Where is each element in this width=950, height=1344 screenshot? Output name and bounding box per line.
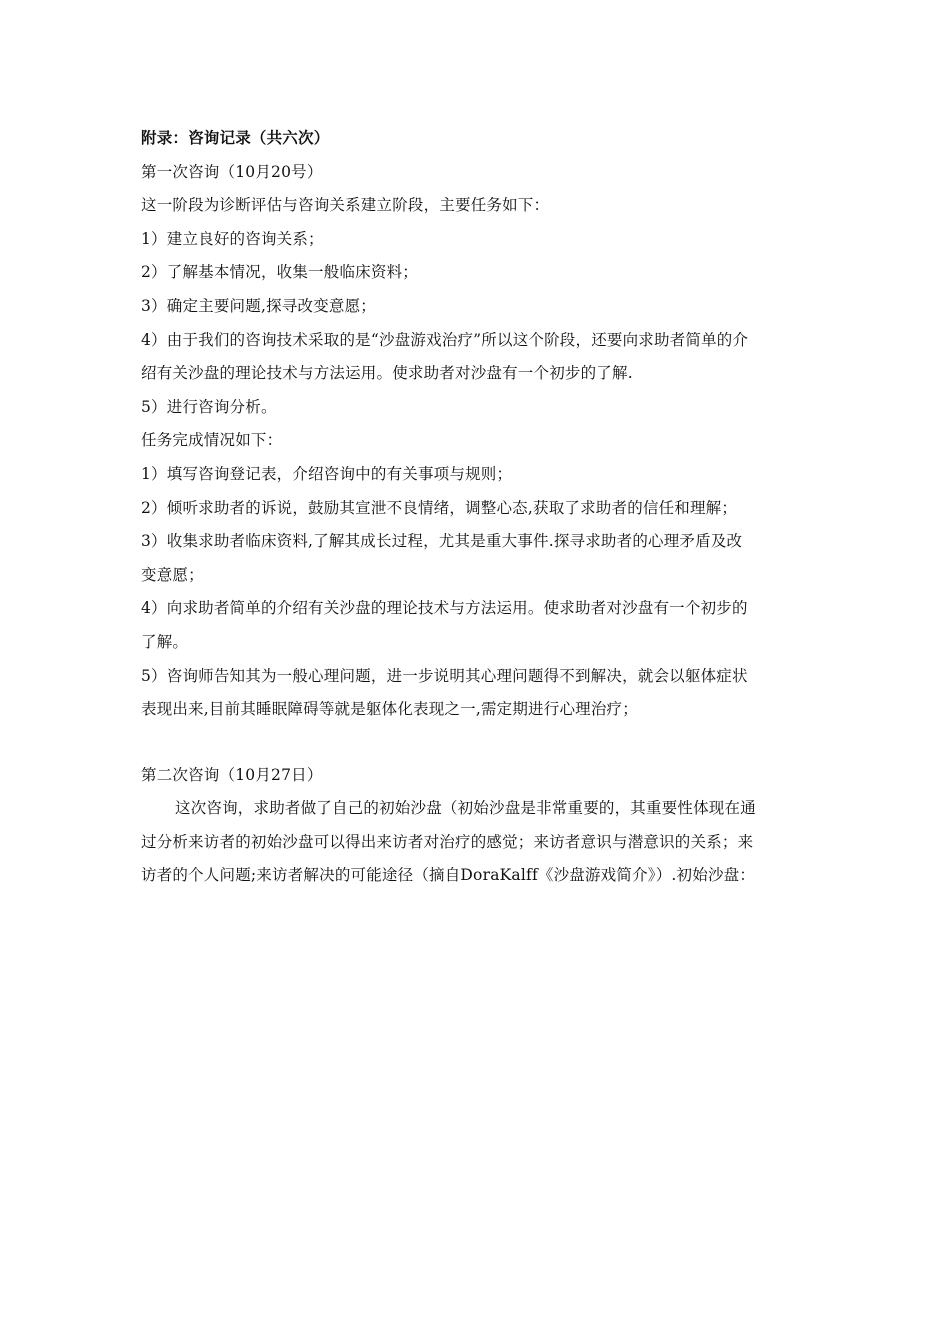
completion-item: 2）倾听求助者的诉说，鼓励其宣泄不良情绪，调整心态,获取了求助者的信任和理解； — [141, 498, 738, 517]
appendix-title: 附录：咨询记录（共六次） — [141, 129, 330, 147]
task-item: 5）进行咨询分析。 — [141, 397, 277, 416]
task-item: 3）确定主要问题,探寻改变意愿； — [141, 296, 376, 315]
paragraph-line: 访者的个人问题;来访者解决的可能途径（摘自DoraKalff《沙盘游戏简介》）.初始沙盘： — [141, 866, 756, 885]
completion-item: 3）收集求助者临床资料,了解其成长过程，尤其是重大事件.探寻求助者的心理矛盾及改 — [141, 532, 743, 551]
task-item-continued: 绍有关沙盘的理论技术与方法运用。使求助者对沙盘有一个初步的了解. — [141, 364, 633, 383]
session1-task-list — [141, 223, 813, 425]
completion-item: 5）咨询师告知其为一般心理问题，进一步说明其心理问题得不到解决，就会以躯体症状 — [141, 666, 748, 685]
completion-item: 4）向求助者简单的介绍有关沙盘的理论技术与方法运用。使求助者对沙盘有一个初步的 — [141, 599, 748, 618]
task-item: 4）由于我们的咨询技术采取的是“沙盘游戏治疗”所以这个阶段，还要向求助者简单的介 — [141, 330, 749, 349]
task-item: 2）了解基本情况，收集一般临床资料； — [141, 263, 418, 282]
session2-paragraph — [141, 792, 813, 893]
session1-intro: 这一阶段为诊断评估与咨询关系建立阶段，主要任务如下： — [141, 196, 550, 215]
session2-heading: 第二次咨询（10月27日） — [141, 765, 323, 784]
completion-item-continued: 了解。 — [141, 632, 189, 651]
task-item: 1）建立良好的咨询关系； — [141, 229, 324, 248]
completion-item-continued: 表现出来,目前其睡眠障碍等就是躯体化表现之一,需定期进行心理治疗； — [141, 700, 638, 719]
paragraph-line: 过分析来访者的初始沙盘可以得出来访者对治疗的感觉；来访者意识与潜意识的关系；来 — [141, 832, 754, 851]
completion-item-continued: 变意愿； — [141, 565, 204, 584]
completion-list — [141, 458, 813, 727]
completion-item: 1）填写咨询登记表，介绍咨询中的有关事项与规则； — [141, 464, 513, 483]
completion-heading: 任务完成情况如下： — [141, 431, 283, 450]
document-page — [141, 122, 813, 893]
section-spacer — [141, 727, 813, 759]
session1-heading: 第一次咨询（10月20号） — [141, 162, 323, 181]
paragraph-line: 这次咨询，求助者做了自己的初始沙盘（初始沙盘是非常重要的，其重要性体现在通 — [175, 799, 756, 818]
